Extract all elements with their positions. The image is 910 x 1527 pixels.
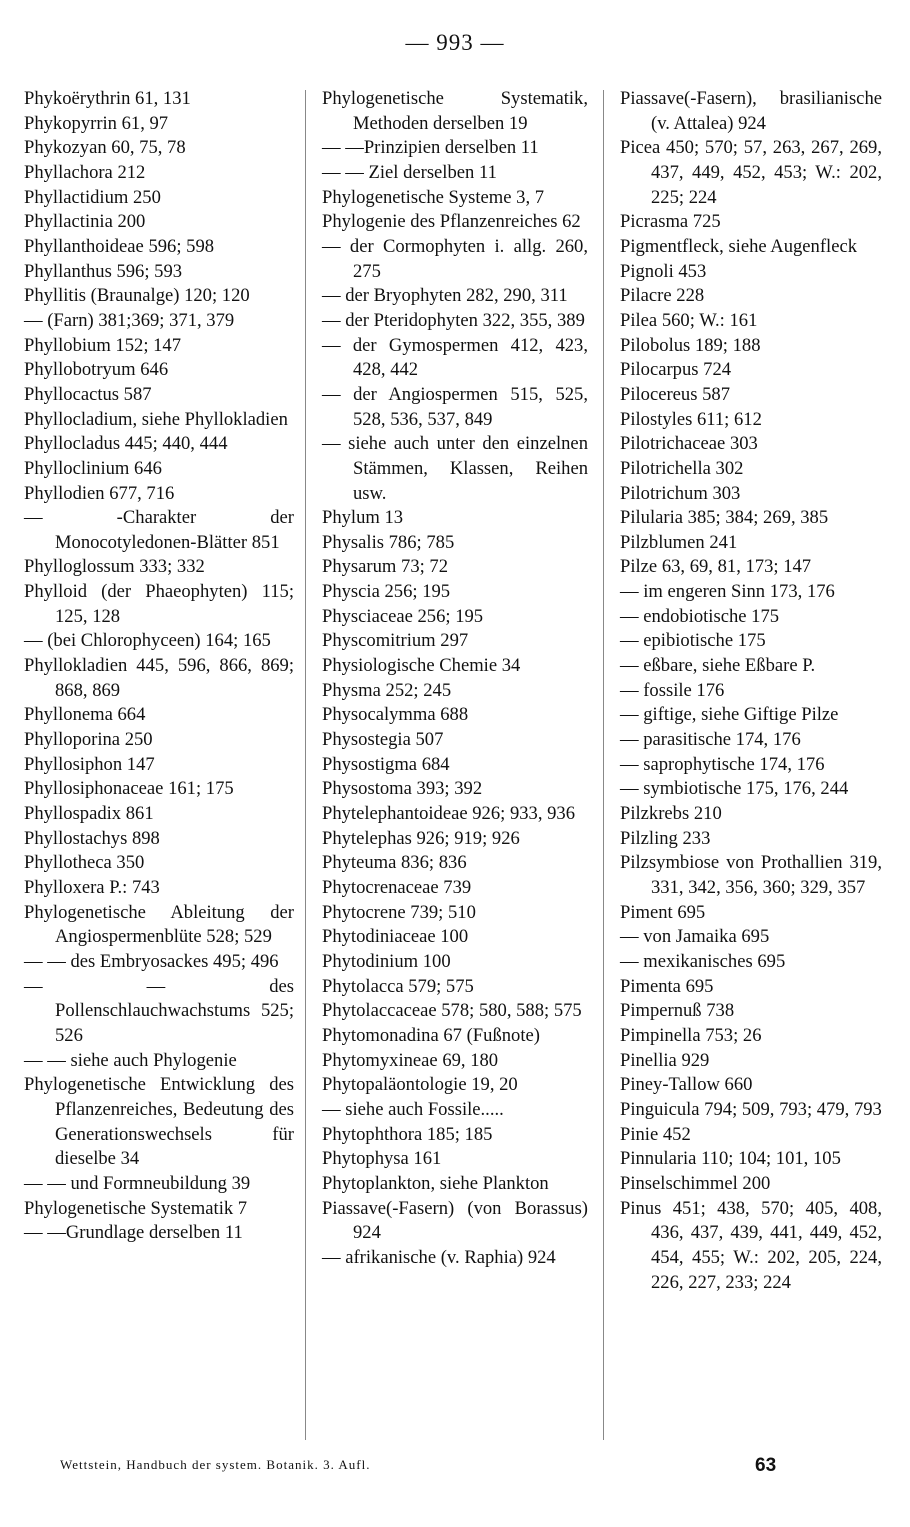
index-entry: Pimenta 695 [620, 975, 714, 997]
index-entry: Phytophthora 185; 185 [322, 1123, 493, 1145]
index-entry: Phyllodien 677, 716 [24, 482, 175, 504]
index-entry: Phykopyrrin 61, 97 [24, 112, 169, 134]
index-entry: — (bei Chlorophyceen) 164; 165 [24, 630, 271, 652]
index-entry: — saprophytische 174, 176 [620, 753, 825, 775]
index-entry: Physalis 786; 785 [322, 531, 455, 553]
index-entry: — — siehe auch Phylogenie [24, 1049, 237, 1071]
index-entry: — siehe auch unter den einzelnen Stämmen, Klassen, Reihen usw. [322, 433, 588, 504]
index-entry: Pilzblumen 241 [620, 531, 738, 553]
index-entry: Phyllobium 152; 147 [24, 334, 182, 356]
index-entry: Phylloid (der Phaeophyten) 115; 125, 128 [24, 581, 294, 627]
index-entry: — siehe auch Fossile..... [322, 1098, 504, 1120]
index-entry: Physarum 73; 72 [322, 556, 449, 578]
index-column-2 [322, 87, 588, 1271]
index-entry: — —Grundlage derselben 11 [24, 1222, 243, 1244]
index-entry: Phyllobotryum 646 [24, 359, 169, 381]
index-entry: — -Charakter der Monocotyledonen-Blätter 851 [24, 507, 294, 553]
index-entry: — der Bryophyten 282, 290, 311 [322, 285, 568, 307]
index-entry: Phylogenie des Pflanzenreiches 62 [322, 211, 581, 233]
index-entry: Pinie 452 [620, 1123, 691, 1145]
footer-citation: Wettstein, Handbuch der system. Botanik. 3. Aufl. [60, 1457, 371, 1472]
index-entry: — afrikanische (v. Raphia) 924 [322, 1246, 556, 1268]
index-entry: Phyllanthoideae 596; 598 [24, 235, 215, 257]
index-entry: Phyllocactus 587 [24, 383, 152, 405]
index-entry: Phytolacca 579; 575 [322, 975, 474, 997]
index-entry: Pinus 451; 438, 570; 405, 408, 436, 437, 439, 441, 449, 452, 454, 455; W.: 202, 205, 224, 226, 227, 233; 224 [620, 1197, 882, 1293]
index-entry: Pilularia 385; 384; 269, 385 [620, 507, 829, 529]
page-number: — 993 — [405, 30, 505, 55]
index-entry: Pilacre 228 [620, 285, 705, 307]
index-entry: Phytopaläontologie 19, 20 [322, 1074, 518, 1096]
index-entry: Piassave(-Fasern), brasilianische (v. Attalea) 924 [620, 88, 882, 134]
index-entry: Pilzsymbiose von Prothallien 319, 331, 342, 356, 360; 329, 357 [620, 852, 882, 898]
index-entry: — fossile 176 [620, 679, 725, 701]
index-entry: Phyllocladus 445; 440, 444 [24, 433, 228, 455]
index-entry: — — des Pollenschlauchwachstums 525; 526 [24, 975, 294, 1046]
index-entry: — — des Embryosackes 495; 496 [24, 950, 279, 972]
index-entry: Pimpinella 753; 26 [620, 1024, 762, 1046]
index-entry: — epibiotische 175 [620, 630, 766, 652]
index-entry: Phyllosiphon 147 [24, 753, 155, 775]
index-entry: — der Pteridophyten 322, 355, 389 [322, 309, 585, 331]
index-entry: Pilotrichaceae 303 [620, 433, 758, 455]
index-entry: Phytocrenaceae 739 [322, 877, 472, 898]
index-entry: Phytomyxineae 69, 180 [322, 1049, 499, 1071]
index-entry: — eßbare, siehe Eßbare P. [620, 655, 816, 677]
index-entry: Phykozyan 60, 75, 78 [24, 137, 186, 159]
index-entry: — mexikanisches 695 [620, 950, 786, 972]
index-entry: — der Cormophyten i. allg. 260, 275 [322, 235, 588, 282]
index-entry: Picrasma 725 [620, 211, 721, 233]
index-entry: — der Angiospermen 515, 525, 528, 536, 537, 849 [322, 383, 588, 430]
index-entry: Pinellia 929 [620, 1049, 710, 1071]
index-entry: Phytodinium 100 [322, 950, 451, 972]
index-entry: Pilotrichum 303 [620, 482, 741, 504]
index-entry: Pilea 560; W.: 161 [620, 309, 758, 331]
index-entry: Phyllostachys 898 [24, 827, 160, 849]
index-entry: Phylloglossum 333; 332 [24, 556, 205, 578]
index-entry: Phyllotheca 350 [24, 852, 145, 874]
index-entry: Physcia 256; 195 [322, 581, 451, 603]
index-entry: Pimpernuß 738 [620, 1000, 735, 1022]
index-entry: Physostigma 684 [322, 753, 450, 775]
index-entry: Phytelephantoideae 926; 933, 936 [322, 803, 576, 825]
index-entry: Phytodiniaceae 100 [322, 926, 469, 948]
sheet-signature: 63 [755, 1455, 777, 1476]
index-entry: Piassave(-Fasern) (von Borassus) 924 [322, 1197, 588, 1244]
index-entry: Physciaceae 256; 195 [322, 605, 484, 627]
index-entry: Phylloclinium 646 [24, 457, 162, 479]
index-entry: Phyllachora 212 [24, 161, 146, 183]
index-entry: Physostegia 507 [322, 729, 444, 751]
index-column-3 [620, 87, 882, 1295]
index-entry: Pinguicula 794; 509, 793; 479, 793 [620, 1098, 882, 1120]
index-entry: Phyllosiphonaceae 161; 175 [24, 778, 234, 800]
index-entry: Physma 252; 245 [322, 679, 452, 701]
index-entry: — im engeren Sinn 173, 176 [620, 581, 835, 603]
index-entry: Phytolaccaceae 578; 580, 588; 575 [322, 1000, 582, 1022]
index-entry: Phytoplankton, siehe Plankton [322, 1172, 549, 1194]
index-entry: Pignoli 453 [620, 260, 707, 282]
index-entry: Phylogenetische Systematik, Methoden derselben 19 [322, 88, 588, 134]
index-entry: Phyllokladien 445, 596, 866, 869; 868, 869 [24, 655, 294, 701]
index-entry: Phyteuma 836; 836 [322, 852, 467, 874]
index-entry: Phytocrene 739; 510 [322, 901, 476, 923]
index-entry: Phytomonadina 67 (Fußnote) [322, 1024, 540, 1046]
index-entry: Phylogenetische Systeme 3, 7 [322, 186, 545, 208]
index-entry: Phylogenetische Entwicklung des Pflanzenreiches, Bedeutung des Generationswechsels für dieselbe 34 [24, 1074, 294, 1170]
index-entry: Phyllactidium 250 [24, 186, 161, 208]
index-entry: Phylogenetische Ableitung der Angiospermenblüte 528; 529 [24, 901, 294, 948]
index-entry: — (Farn) 381;369; 371, 379 [24, 309, 235, 331]
index-entry: Picea 450; 570; 57, 263, 267, 269, 437, 449, 452, 453; W.: 202, 225; 224 [620, 137, 882, 208]
index-entry: — giftige, siehe Giftige Pilze [620, 704, 839, 726]
index-entry: Phyllitis (Braunalge) 120; 120 [24, 285, 250, 307]
index-entry: Physocalymma 688 [322, 704, 469, 726]
index-entry: Pilzling 233 [620, 827, 711, 849]
index-entry: Pilze 63, 69, 81, 173; 147 [620, 556, 812, 578]
index-entry: Phylum 13 [322, 507, 404, 529]
index-entry: — der Gymospermen 412, 423, 428, 442 [322, 334, 588, 381]
index-entry: Pigmentfleck, siehe Augenfleck [620, 235, 857, 257]
index-column-1 [24, 87, 294, 1246]
index-entry: Piment 695 [620, 901, 706, 923]
index-entry: Phyllospadix 861 [24, 803, 154, 825]
index-entry: Piney-Tallow 660 [620, 1074, 753, 1096]
index-entry: Phyllonema 664 [24, 704, 146, 726]
index-entry: Phylloxera P.: 743 [24, 877, 160, 898]
index-entry: — von Jamaika 695 [620, 926, 770, 948]
index-entry: Physostoma 393; 392 [322, 778, 483, 800]
index-entry: Pilobolus 189; 188 [620, 334, 761, 356]
index-entry: Pinnularia 110; 104; 101, 105 [620, 1148, 841, 1170]
index-entry: Phyllocladium, siehe Phyllokladien [24, 408, 288, 430]
index-entry: Phytelephas 926; 919; 926 [322, 827, 520, 849]
index-entry: — parasitische 174, 176 [620, 729, 801, 751]
index-entry: Phytophysa 161 [322, 1148, 442, 1170]
index-entry: — —Prinzipien derselben 11 [322, 137, 539, 159]
index-entry: Phyllactinia 200 [24, 211, 146, 233]
index-entry: — — und Formneubildung 39 [24, 1172, 251, 1194]
index-entry: — endobiotische 175 [620, 605, 780, 627]
index-entry: Pilostyles 611; 612 [620, 408, 762, 430]
index-entry: Pilocarpus 724 [620, 359, 732, 381]
index-entry: Phylogenetische Systematik 7 [24, 1197, 248, 1219]
index-entry: Pilzkrebs 210 [620, 803, 722, 825]
column-divider [603, 90, 604, 1440]
index-entry: Physiologische Chemie 34 [322, 655, 521, 677]
index-entry: Phyllanthus 596; 593 [24, 260, 183, 282]
index-entry: Pilotrichella 302 [620, 457, 744, 479]
index-entry: — — Ziel derselben 11 [322, 161, 497, 183]
index-entry: Phylloporina 250 [24, 729, 153, 751]
index-entry: Pinselschimmel 200 [620, 1172, 771, 1194]
index-entry: Pilocereus 587 [620, 383, 730, 405]
index-entry: Phykoërythrin 61, 131 [24, 88, 191, 109]
index-entry: — symbiotische 175, 176, 244 [620, 778, 849, 800]
index-entry: Physcomitrium 297 [322, 630, 469, 652]
column-divider [305, 90, 306, 1440]
